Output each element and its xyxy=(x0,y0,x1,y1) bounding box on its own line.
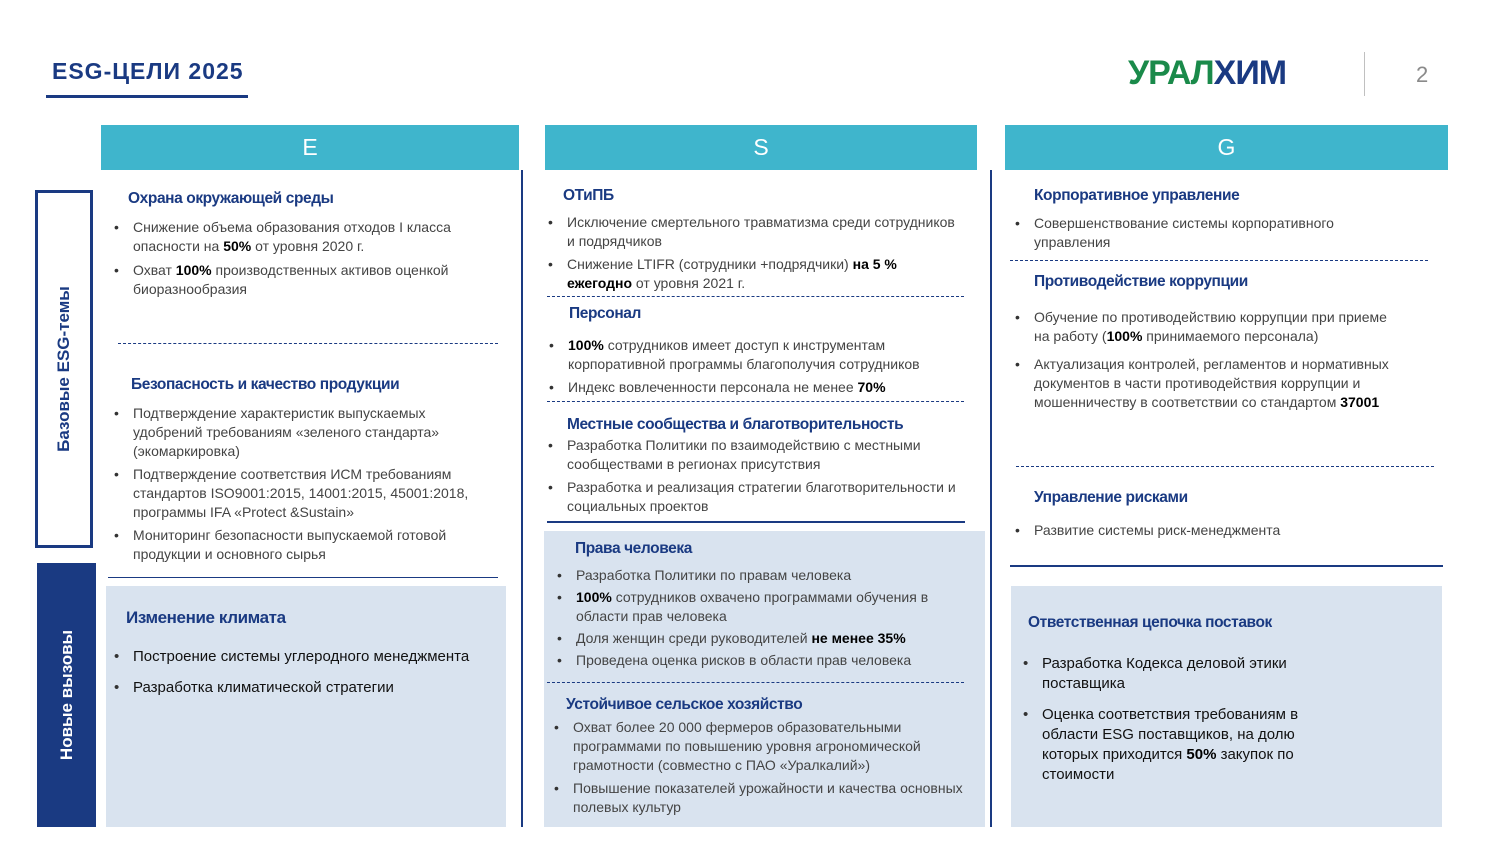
column-divider-sg xyxy=(990,170,992,827)
list-item: • Построение системы углеродного менеджмента xyxy=(112,647,472,667)
list-item xyxy=(547,378,947,397)
list-item: • Мониторинг безопасности выпускаемой готовой продукции и основного сырья xyxy=(112,526,492,564)
list-item: • Разработка климатической стратегии xyxy=(112,678,472,698)
side-label-base-topics xyxy=(35,190,93,548)
title-underline xyxy=(46,95,248,98)
page-title: ESG-ЦЕЛИ 2025 xyxy=(52,58,244,84)
list-item xyxy=(547,336,947,374)
item-text: Обучение по противодействию коррупции при приеме на работу ( xyxy=(1034,309,1387,344)
divider-g-2 xyxy=(1016,466,1434,467)
item-text: Снижение объема образования отходов I класса опасности на xyxy=(133,219,451,254)
logo-part-green: УРАЛ xyxy=(1128,54,1214,92)
column-header-s: S xyxy=(545,125,977,170)
list-item xyxy=(112,261,484,299)
divider-s-3 xyxy=(547,521,965,523)
list-item xyxy=(112,218,484,256)
logo-part-blue: ХИМ xyxy=(1213,54,1287,92)
item-text: производственных активов оценкой биоразнообразия xyxy=(133,262,449,297)
list-agriculture xyxy=(552,718,982,822)
item-text: Доля женщин среди руководителей xyxy=(576,630,812,646)
section-title-product-safety: Безопасность и качество продукции xyxy=(131,376,400,393)
list-environment xyxy=(112,218,484,304)
item-text: закупок по стоимости xyxy=(1042,746,1294,783)
section-title-anti-corruption: Противодействие коррупции xyxy=(1034,273,1248,290)
item-highlight: не менее 35% xyxy=(811,630,906,646)
list-item xyxy=(546,255,956,293)
section-title-supply-chain: Ответственная цепочка поставок xyxy=(1028,614,1272,631)
list-product-safety xyxy=(112,404,492,569)
item-text: от уровня 2021 г. xyxy=(632,275,746,291)
list-risk-management xyxy=(1013,521,1393,545)
section-title-communities: Местные сообщества и благотворительность xyxy=(567,416,904,433)
item-highlight: 50% xyxy=(223,238,252,254)
section-title-human-rights: Права человека xyxy=(575,540,692,557)
list-climate xyxy=(112,647,472,709)
divider-s-4 xyxy=(547,682,964,683)
item-highlight: 100% xyxy=(576,589,612,605)
item-highlight: на 5 % ежегодно xyxy=(567,256,897,291)
item-text: от уровня 2020 г. xyxy=(251,238,365,254)
list-item: • Подтверждение характеристик выпускаемых удобрений требованиям «зеленого стандарта» (экомаркировка) xyxy=(112,404,492,461)
section-title-climate: Изменение климата xyxy=(126,608,286,627)
divider-e-1 xyxy=(118,343,498,344)
side-label-new-text: Новые вызовы xyxy=(56,629,76,761)
side-label-new-challenges xyxy=(37,563,96,827)
item-text: Оценка соответствия требованиям в области ESG поставщиков, на долю которых приходится xyxy=(1042,706,1299,763)
list-anti-corruption xyxy=(1013,308,1393,417)
side-label-base-text: Базовые ESG-темы xyxy=(54,286,73,452)
item-text: сотрудников охвачено программами обучения в области прав человека xyxy=(576,589,929,624)
list-human-rights xyxy=(555,566,955,675)
divider-g-3 xyxy=(1010,565,1443,567)
item-highlight: 100% xyxy=(175,262,212,278)
section-title-sustainable-agriculture: Устойчивое сельское хозяйство xyxy=(566,696,803,713)
column-header-g: G xyxy=(1005,125,1448,170)
list-supply-chain xyxy=(1021,654,1321,796)
item-text: Индекс вовлеченности персонала не менее xyxy=(568,379,858,395)
list-item: • Разработка и реализация стратегии благотворительности и социальных проектов xyxy=(546,478,958,516)
company-logo xyxy=(1128,54,1286,93)
list-item: • Проведена оценка рисков в области прав человека xyxy=(555,651,955,670)
list-item: • Исключение смертельного травматизма среди сотрудников и подрядчиков xyxy=(546,213,956,251)
item-text: принимаемого персонала) xyxy=(1142,328,1319,344)
list-item: • Повышение показателей урожайности и качества основных полевых культур xyxy=(552,779,982,817)
list-item: • Подтверждение соответствия ИСМ требованиям стандартов ISO9001:2015, 14001:2015, 45001:2018, программы IFA «Protect &Sustain» xyxy=(112,465,492,522)
list-corporate-governance xyxy=(1013,214,1393,257)
item-text: Охват xyxy=(133,262,176,278)
item-highlight: 70% xyxy=(857,379,886,395)
list-item: • Охват более 20 000 фермеров образовательными программами по повышению уровня агрономической грамотности (совместно с ПАО «Уралкалий») xyxy=(552,718,982,775)
item-text: Актуализация контролей, регламентов и нормативных документов в части противодействия коррупции и мошенничеству в соответствии со стандартом xyxy=(1034,356,1389,410)
divider-g-1 xyxy=(1010,260,1428,261)
list-item: • Развитие системы риск-менеджмента xyxy=(1013,521,1393,540)
column-header-e: E xyxy=(101,125,519,170)
item-highlight: 50% xyxy=(1186,746,1217,763)
section-title-risk-management: Управление рисками xyxy=(1034,489,1188,506)
item-highlight: 37001 xyxy=(1340,394,1380,410)
item-text: сотрудников имеет доступ к инструментам корпоративной программы благополучия сотрудников xyxy=(568,337,920,372)
header-divider xyxy=(1364,52,1365,96)
list-personnel xyxy=(547,336,947,402)
list-item xyxy=(555,588,955,626)
item-highlight: 100% xyxy=(1106,328,1143,344)
list-communities xyxy=(546,436,958,521)
section-title-personnel: Персонал xyxy=(569,305,641,322)
page-number: 2 xyxy=(1416,62,1429,87)
list-item xyxy=(555,629,955,648)
list-item xyxy=(1013,355,1393,412)
list-item: • Разработка Политики по правам человека xyxy=(555,566,955,585)
list-item xyxy=(1013,308,1393,346)
list-item: • Разработка Кодекса деловой этики поставщика xyxy=(1021,654,1321,694)
list-ohs xyxy=(546,213,956,298)
list-item: • Разработка Политики по взаимодействию с местными сообществами в регионах присутствия xyxy=(546,436,958,474)
column-divider-es xyxy=(521,170,523,827)
item-highlight: 100% xyxy=(568,337,604,353)
section-title-environment: Охрана окружающей среды xyxy=(128,190,334,207)
section-title-ohs: ОТиПБ xyxy=(563,187,614,204)
divider-e-2 xyxy=(108,577,498,578)
item-text: Снижение LTIFR (сотрудники +подрядчики) xyxy=(567,256,853,272)
section-title-corporate-governance: Корпоративное управление xyxy=(1034,187,1240,204)
list-item xyxy=(1021,705,1321,785)
list-item: • Совершенствование системы корпоративного управления xyxy=(1013,214,1393,252)
